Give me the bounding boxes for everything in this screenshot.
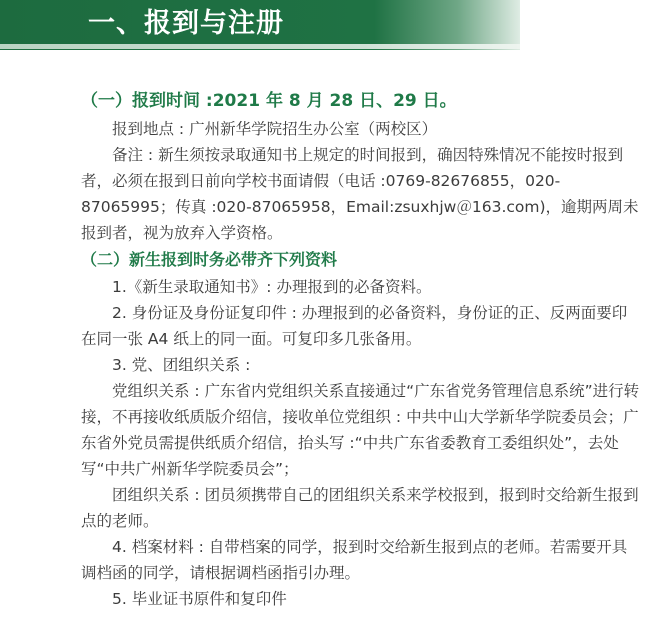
party-relation-text: 党组织关系 : 广东省内党组织关系直接通过“广东省党务管理信息系统”进行转接，不再接收纸质版介绍信，接收单位党组织 : 中共中山大学新华学院委员会；广东省外党员需提供纸质介绍信，抬头写 :“中共广东省委教育工委组织处”，去处写“中共广州新华学院委员会”； (81, 382, 640, 478)
banner-underline (0, 44, 520, 49)
list-item: 1.《新生录取通知书》: 办理报到的必备资料。 (112, 278, 432, 296)
list-item: 2. 身份证及身份证复印件 : 办理报到的必备资料，身份证的正、反两面要印在同一张 A4 纸上的同一面。可复印多几张备用。 (81, 304, 628, 348)
league-relation-text: 团组织关系 : 团员须携带自己的团组织关系来学校报到，报到时交给新生报到点的老师。 (81, 486, 639, 530)
heading-report-time: （一）报到时间 :2021 年 8 月 28 日、29 日。 (81, 91, 457, 111)
report-location: 报到地点 : 广州新华学院招生办公室（两校区） (112, 120, 438, 138)
section-banner (0, 0, 520, 50)
document-body (81, 86, 641, 612)
list-item: 4. 档案材料 : 自带档案的同学，报到时交给新生报到点的老师。若需要开具调档函的同学，请根据调档函指引办理。 (81, 538, 628, 582)
section-title: 一、报到与注册 (88, 8, 284, 39)
list-item: 5. 毕业证书原件和复印件 (112, 590, 287, 608)
heading-required-materials: （二）新生报到时务必带齐下列资料 (81, 250, 338, 269)
report-note: 备注 : 新生须按录取通知书上规定的时间报到，确因特殊情况不能按时报到者，必须在报到日前向学校书面请假（电话 :0769-82676855，020-87065995；传真 :020-87065958，Email:zsuxhjw＠163.com)，逾期两周未报到者，视为放弃入学资格。 (81, 146, 639, 242)
list-item: 3. 党、团组织关系 : (112, 356, 251, 374)
